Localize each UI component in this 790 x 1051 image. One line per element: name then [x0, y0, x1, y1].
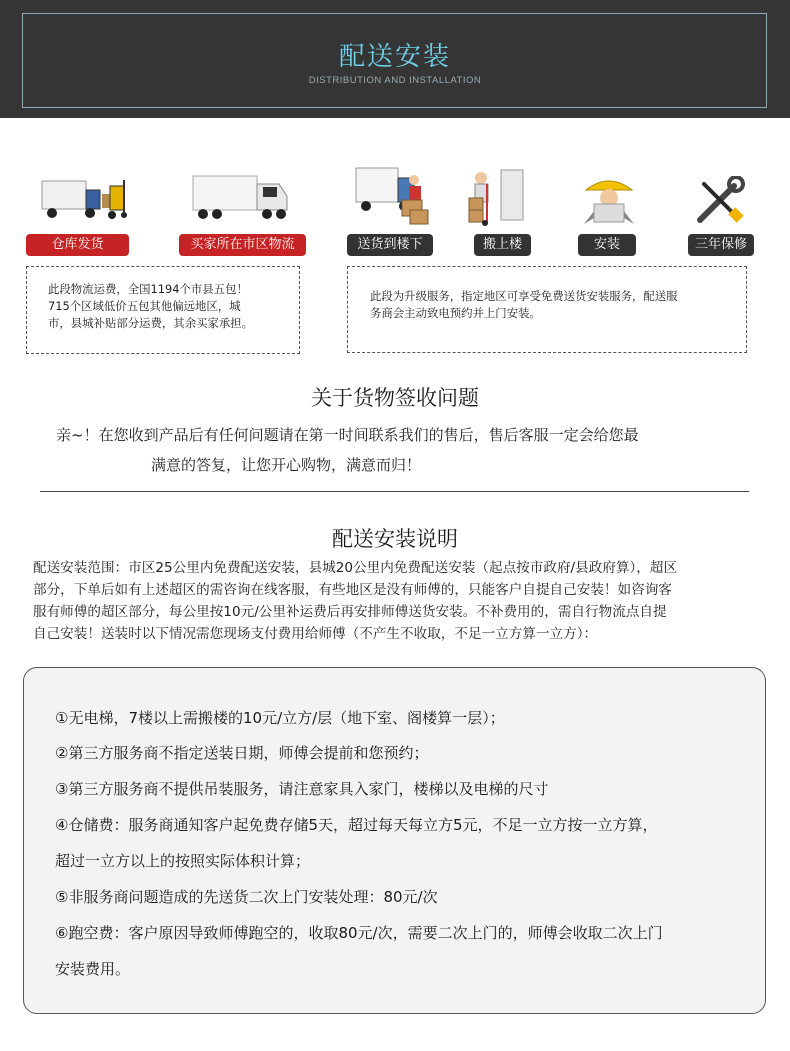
service-label-install: 安装 — [578, 234, 636, 256]
install-scope-line-4: 自己安装！送装时以下情况需您现场支付费用给师傅（不产生不收取，不足一立方算一立方）： — [33, 626, 598, 642]
hand-truck-worker-icon — [465, 166, 530, 226]
wrench-screwdriver-icon — [694, 176, 748, 226]
fee-rule-3: ③第三方服务商不提供吊装服务，请注意家具入家门，楼梯以及电梯的尺寸 — [55, 780, 549, 798]
receipt-text-line-1: 亲~！在您收到产品后有任何问题请在第一时间联系我们的售后，售后客服一定会给您最 — [56, 426, 639, 444]
install-scope-line-2: 部分，下单后如有上述超区的需咨询在线客服，有些地区是没有师傅的，只能客户自提自己安装！如咨询客 — [33, 582, 672, 598]
install-scope-line-1: 配送安装范围：市区25公里内免费配送安装，县城20公里内免费配送安装（起点按市政府/县政府算），超区 — [33, 560, 678, 576]
service-label-warehouse: 仓库发货 — [26, 234, 129, 256]
banner-title: 配送安装 — [338, 42, 451, 72]
logistics-note-line-1: 此段物流运费，全国1194个市县五包！ — [48, 282, 248, 296]
service-label-warranty: 三年保修 — [688, 234, 754, 256]
installer-tools-icon — [578, 172, 640, 226]
delivery-truck-icon — [352, 160, 432, 226]
install-scope — [33, 557, 758, 645]
fee-rule-5: ⑤非服务商问题造成的先送货二次上门安装处理：80元/次 — [55, 888, 438, 906]
truck-forklift-icon — [40, 176, 132, 226]
upgrade-note-line-2: 务商会主动致电预约并上门安装。 — [370, 306, 541, 320]
service-label-carry-upstairs: 搬上楼 — [474, 234, 531, 256]
fee-rule-6-cont: 安装费用。 — [55, 960, 131, 978]
fee-rule-2: ②第三方服务商不指定送装日期，师傅会提前和您预约； — [55, 744, 429, 762]
logistics-note-line-3: 市，县城补贴部分运费，其余买家承担。 — [48, 316, 254, 330]
section-divider — [40, 491, 749, 492]
receipt-text-line-2: 满意的答复，让您开心购物，满意而归！ — [151, 456, 422, 474]
service-label-deliver-downstairs: 送货到楼下 — [347, 234, 433, 256]
upgrade-note-line-1: 此段为升级服务，指定地区可享受免费送货安装服务，配送服 — [370, 289, 678, 303]
install-scope-line-3: 服有师傅的超区部分，每公里按10元/公里补运费后再安排师傅送货安装。不补费用的，需自行物流点自提 — [33, 604, 667, 620]
receipt-heading: 关于货物签收问题 — [311, 386, 479, 410]
fee-rule-1: ①无电梯，7楼以上需搬楼的10元/立方/层（地下室、阁楼算一层）； — [55, 709, 505, 727]
fee-rule-6: ⑥跑空费：客户原因导致师傅跑空的，收取80元/次，需要二次上门的，师傅会收取二次上门 — [55, 924, 663, 942]
fee-rule-4: ④仓储费：服务商通知客户起免费存储5天，超过每天每立方5元，不足一立方按一立方算， — [55, 816, 658, 834]
fee-rule-4-cont: 超过一立方以上的按照实际体积计算； — [55, 852, 311, 870]
service-label-city-logistics: 买家所在市区物流 — [179, 234, 306, 256]
header-banner — [0, 0, 790, 118]
banner-subtitle: DISTRIBUTION AND INSTALLATION — [308, 75, 482, 86]
install-heading: 配送安装说明 — [332, 527, 458, 551]
logistics-note-line-2: 715个区域低价五包其他偏远地区，城 — [48, 299, 241, 313]
semi-truck-icon — [191, 170, 291, 225]
